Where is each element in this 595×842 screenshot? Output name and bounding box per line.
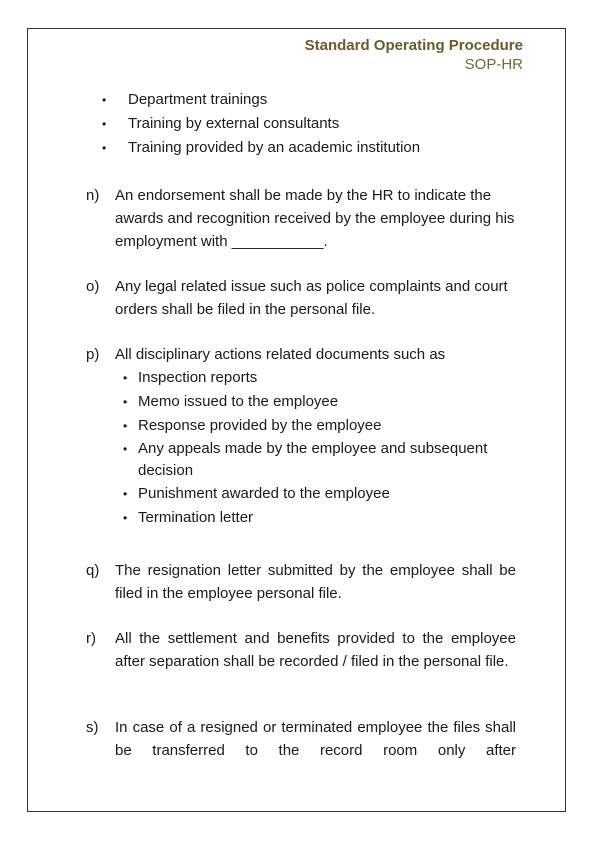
list-item: • Training provided by an academic institution: [102, 136, 420, 160]
document-header: [305, 36, 523, 74]
clause-label: p): [86, 346, 100, 363]
list-item: • Termination letter: [123, 506, 516, 530]
list-item: • Memo issued to the employee: [123, 390, 516, 414]
list-item: • Training by external consultants: [102, 112, 420, 136]
list-item: • Inspection reports: [123, 366, 516, 390]
clause-text: All the settlement and benefits provided to the employee after separation shall be recorded / filed in the personal file.: [115, 630, 516, 670]
list-item: • Punishment awarded to the employee: [123, 482, 516, 506]
clause-s: [86, 716, 516, 762]
list-item: • Response provided by the employee: [123, 414, 516, 438]
clause-q: [86, 559, 516, 605]
clause-label: n): [86, 187, 100, 204]
clause-label: s): [86, 719, 99, 736]
clause-p: [86, 343, 516, 530]
document-title: Standard Operating Procedure: [304, 37, 523, 54]
clause-n: [86, 184, 516, 253]
clause-text: An endorsement shall be made by the HR to indicate the awards and recognition received by the employee during his employment with ___________.: [115, 187, 515, 250]
clause-text: In case of a resigned or terminated employee the files shall be transferred to the record room only after: [115, 719, 516, 759]
clause-text: Any legal related issue such as police complaints and court orders shall be filed in the personal file.: [115, 278, 508, 318]
clause-text: All disciplinary actions related documents such as: [115, 346, 446, 363]
clause-r: [86, 627, 516, 673]
list-item: • Department trainings: [102, 88, 420, 112]
document-code: SOP-HR: [464, 56, 523, 73]
clause-o: [86, 275, 516, 321]
disciplinary-docs-list: [123, 366, 516, 530]
clause-label: o): [86, 278, 100, 295]
clause-label: r): [86, 630, 96, 647]
clause-label: q): [86, 562, 100, 579]
list-item: • Any appeals made by the employee and subsequent decision: [123, 438, 516, 482]
training-bullet-list: [102, 88, 420, 160]
clause-text: The resignation letter submitted by the employee shall be filed in the employee personal file.: [115, 562, 516, 602]
